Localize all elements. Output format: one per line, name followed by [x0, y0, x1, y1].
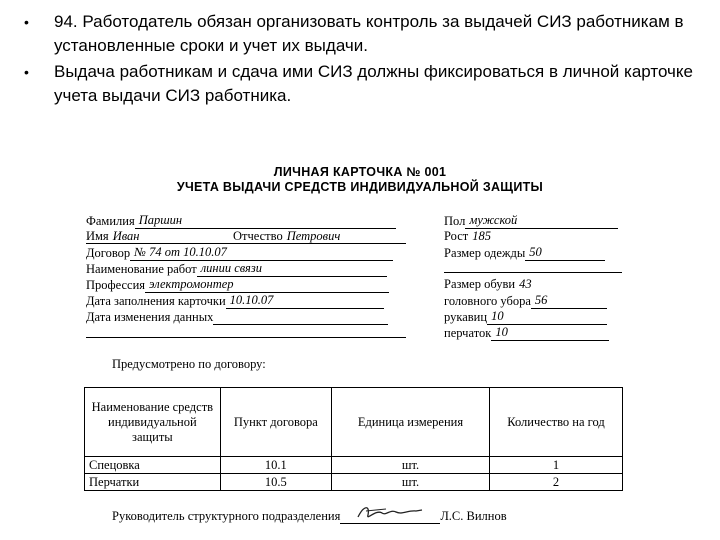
shoes-label: Размер обуви — [444, 277, 516, 291]
table-row — [85, 457, 623, 474]
bullet-icon: • — [24, 14, 29, 30]
height-field — [444, 229, 491, 244]
gloves-label: перчаток — [444, 326, 492, 340]
provided-label: Предусмотрено по договору: — [112, 357, 266, 371]
mittens-label: рукавиц — [444, 310, 488, 324]
height-value: 185 — [472, 229, 491, 243]
table-row — [85, 474, 623, 491]
name-field — [86, 229, 140, 244]
shoes-field — [444, 277, 532, 292]
table-cell: шт. — [331, 474, 489, 491]
change-date-field — [86, 309, 388, 325]
mittens-field — [444, 309, 607, 325]
ppe-table — [84, 387, 623, 491]
work-field — [86, 261, 387, 277]
name-underline — [86, 243, 406, 244]
headwear-value: 56 — [534, 293, 548, 307]
shoes-value: 43 — [519, 277, 532, 291]
table-cell: 2 — [489, 474, 622, 491]
signature-field — [340, 511, 440, 524]
table-header-row — [85, 388, 623, 457]
patronymic-label: Отчество — [233, 229, 283, 243]
sex-label: Пол — [444, 214, 466, 228]
work-label: Наименование работ — [86, 262, 197, 276]
clothes-field — [444, 245, 605, 261]
fill-date-label: Дата заполнения карточки — [86, 294, 226, 308]
column-header: Единица измерения — [331, 388, 489, 457]
blank-line — [86, 337, 406, 338]
bullet-text: 94. Работодатель обязан организовать контроль за выдачей СИЗ работникам в установленные сроки и учет их выдачи. — [54, 12, 684, 55]
column-header: Количество на год — [489, 388, 622, 457]
contract-label: Договор — [86, 246, 131, 260]
table-cell: шт. — [331, 457, 489, 474]
clothes-label: Размер одежды — [444, 246, 526, 260]
fill-date-value: 10.10.07 — [229, 293, 274, 307]
patronymic-field — [233, 229, 340, 244]
handwritten-signature-icon — [356, 503, 426, 523]
table-cell: 10.5 — [220, 474, 331, 491]
sex-field — [444, 213, 618, 229]
profession-label: Профессия — [86, 278, 146, 292]
surname-field — [86, 213, 396, 229]
profession-field — [86, 277, 389, 293]
clothes-value: 50 — [529, 245, 542, 259]
column-header: Наименование средств индивидуальной защиты — [85, 388, 221, 457]
bullet-icon: • — [24, 64, 29, 80]
sex-value: мужской — [469, 213, 518, 227]
card-title-line2: УЧЕТА ВЫДАЧИ СРЕДСТВ ИНДИВИДУАЛЬНОЙ ЗАЩИТЫ — [176, 180, 544, 194]
table-cell: Спецовка — [85, 457, 221, 474]
name-value: Иван — [112, 229, 140, 243]
work-value: линии связи — [200, 261, 262, 275]
name-label: Имя — [86, 229, 109, 243]
table-cell: 1 — [489, 457, 622, 474]
card-title-line1: ЛИЧНАЯ КАРТОЧКА № 001 — [273, 165, 447, 179]
height-label: Рост — [444, 229, 469, 243]
fill-date-field — [86, 293, 384, 309]
contract-value: № 74 от 10.10.07 — [134, 245, 227, 259]
gloves-field — [444, 325, 609, 341]
column-header: Пункт договора — [220, 388, 331, 457]
headwear-label: головного убора — [444, 294, 531, 308]
signature-name: Л.С. Вилнов — [440, 509, 507, 523]
headwear-field — [444, 293, 607, 309]
surname-label: Фамилия — [86, 214, 135, 228]
contract-field — [86, 245, 393, 261]
surname-value: Паршин — [138, 213, 183, 227]
signature-line — [112, 509, 507, 524]
patronymic-value: Петрович — [286, 229, 341, 243]
mittens-value: 10 — [491, 309, 504, 323]
change-date-label: Дата изменения данных — [86, 310, 214, 324]
signature-label: Руководитель структурного подразделения — [112, 509, 341, 523]
profession-value: электромонтер — [149, 277, 234, 291]
gloves-value: 10 — [495, 325, 508, 339]
table-cell: Перчатки — [85, 474, 221, 491]
bullet-text: Выдача работникам и сдача ими СИЗ должны фиксироваться в личной карточке учета выдачи СИЗ работника. — [54, 62, 693, 105]
table-cell: 10.1 — [220, 457, 331, 474]
blank-line — [444, 272, 622, 273]
